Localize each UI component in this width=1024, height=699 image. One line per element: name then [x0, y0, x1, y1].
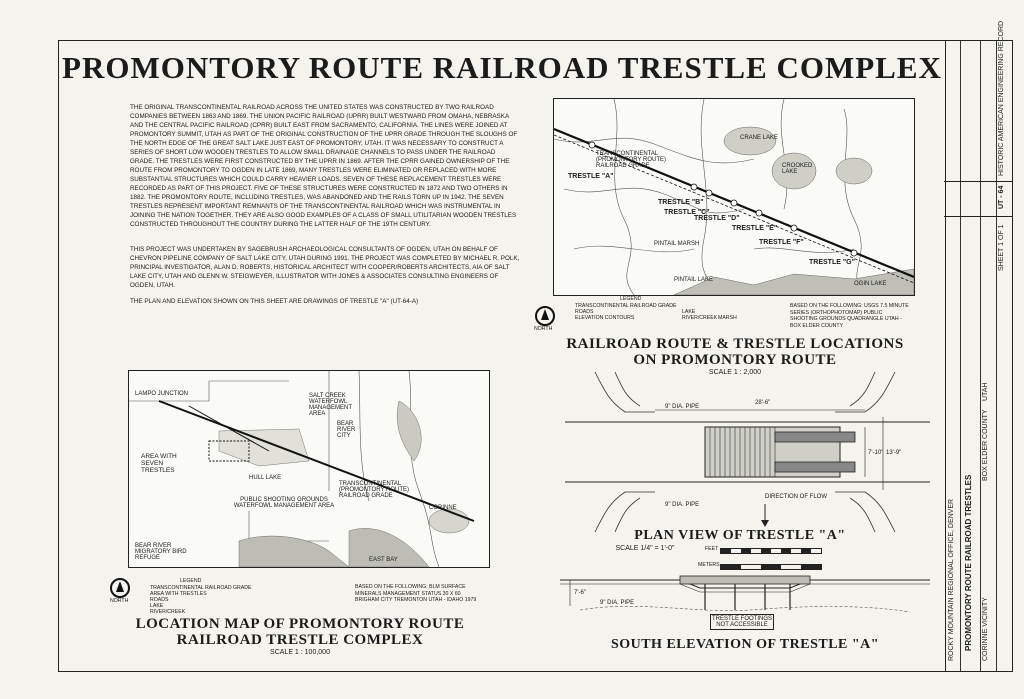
- trestle-deck: [680, 576, 810, 584]
- elevation-pipe-label: 9" DIA. PIPE: [600, 600, 635, 606]
- drawing-note: THE PLAN AND ELEVATION SHOWN ON THIS SHEET ARE DRAWINGS OF TRESTLE "A" (UT-64-A): [130, 298, 419, 305]
- trestle-area-label: AREA WITH SEVEN TRESTLES: [141, 453, 177, 474]
- location-legend-item: AREA WITH TRESTLES: [150, 591, 207, 597]
- salt-creek-label: SALT CREEK WATERFOWL MANAGEMENT AREA: [309, 393, 352, 417]
- trestle-marker: [589, 142, 595, 148]
- route-legend-item: ROADS: [575, 309, 594, 315]
- route-legend-item: RIVER/CREEK: [682, 315, 718, 321]
- plan-pipe-top: 9" DIA. PIPE: [665, 404, 700, 410]
- route-map-graphic: [554, 99, 914, 295]
- title-block: [944, 20, 1013, 672]
- plan-dim-right-2: 13'-9": [886, 450, 902, 456]
- title-block-divider: [980, 41, 981, 671]
- ogin-lake-label: OGIN LAKE: [854, 281, 887, 287]
- psg-label: PUBLIC SHOOTING GROUNDS WATERFOWL MANAGEMENT AREA: [233, 497, 335, 509]
- flow-arrow-head: [761, 520, 769, 527]
- plan-dim-right-1: 7'-10": [868, 450, 884, 456]
- trestle-b-label: TRESTLE "B": [658, 199, 704, 206]
- north-arrow-icon: [110, 578, 130, 598]
- trestle-a-label: TRESTLE "A": [568, 173, 614, 180]
- route-legend-item: MARSH: [718, 315, 737, 321]
- route-legend-item: TRANSCONTINENTAL RAILROAD GRADE: [575, 303, 677, 309]
- route-legend-title: LEGEND: [620, 296, 642, 302]
- trestle-e-label: TRESTLE "E": [732, 225, 778, 232]
- route-map-caption-1: RAILROAD ROUTE & TRESTLE LOCATIONS: [566, 336, 904, 352]
- title-block-divider: [996, 41, 997, 671]
- location-grade-label: TRANSCONTINENTAL (PROMONTORY ROUTE) RAILROAD GRADE: [339, 481, 410, 499]
- flow-label: DIRECTION OF FLOW: [765, 494, 827, 500]
- south-elevation-drawing: [560, 570, 930, 630]
- location-legend-item: TRANSCONTINENTAL RAILROAD GRADE: [150, 585, 252, 591]
- footing-note: TRESTLE FOOTINGS NOT ACCESSIBLE: [712, 616, 773, 628]
- trestle-g-label: TRESTLE "G": [809, 259, 855, 266]
- route-legend-item: ELEVATION CONTOURS: [575, 315, 635, 321]
- route-source-note: BASED ON THE FOLLOWING: USGS 7.5 MINUTE SERIES (ORTHOPHOTOMAP) PUBLIC SHOOTING GROUNDS QUADRANGLE UTAH - BOX ELDER COUNTY: [790, 303, 909, 329]
- south-elevation-caption: SOUTH ELEVATION OF TRESTLE "A": [610, 637, 880, 652]
- scale-bar-feet: [720, 548, 822, 554]
- location-legend-item: LAKE: [150, 603, 164, 609]
- history-paragraph: THE ORIGINAL TRANSCONTINENTAL RAILROAD ACROSS THE UNITED STATES WAS CONSTRUCTED BY TWO RAILROAD COMPANIES BETWEEN 1863 AND 1869. THE UNION PACIFIC RAILROAD (UPRR) BUILT WESTWARD FROM OMAHA, NEBRASKA AND THE CENTRAL PACIFIC RAILROAD (CPRR) BUILT EAST FROM SACRAMENTO, CALIFORNIA. THE LINES WERE JOINED AT PROMONTORY SUMMIT, UTAH AS PART OF THE ORIGINAL CONSTRUCTION OF THE UPRR GRADE THROUGH THE SLOUGHS OF THE NORTH EDGE OF THE GREAT SALT LAKE JUST EAST OF PROMONTORY, UTAH. IT WAS NECESSARY TO CONSTRUCT A SERIES OF SHORT LOW WOODEN TRESTLES TO ALLOW SMALL DRAINAGE CHANNELS TO PASS UNDER THE RAILROAD GRADE. THE TRESTLES WERE FIRST CONSTRUCTED BY THE UPRR IN 1869. AFTER THE CPRR GAINED OWNERSHIP OF THE ROUTE FROM PROMONTORY TO OGDEN IN LATE 1869, MANY TRESTLES WERE ELIMINATED OR REPLACED WITH MORE SUBSTANTIAL STRUCTURES WHICH COULD CARRY HEAVIER LOADS. SEVEN OF THESE REPLACEMENT TRESTLES WERE RECORDED AS PART OF THIS PROJECT. FIVE OF THESE STRUCTURES WERE CONSTRUCTED IN 1872 AND TWO OTHERS IN 1882. THE PROMONTORY ROUTE, INCLUDING TRESTLES, WAS ABANDONED AND THE RAILS TORN UP IN 1942. THE SEVEN TRESTLES REPRESENT IMPORTANT REMNANTS OF THE TRANSCONTINENTAL RAILROAD WHICH WAS INSTRUMENTAL IN JOINING THE NATION TOGETHER. THEY ARE ALSO GOOD EXAMPLES OF A CLASS OF SMALL UTILITARIAN WOODEN TRESTLES CONSTRUCTED THROUGHOUT THE COUNTRY DURING THE LATTER HALF OF THE 19TH CENTURY.: [130, 104, 518, 228]
- county-text: BOX ELDER COUNTY: [982, 409, 989, 481]
- location-map-caption-2: RAILROAD TRESTLE COMPLEX: [176, 632, 424, 648]
- route-map: [553, 98, 915, 296]
- trestle-marker: [706, 190, 712, 196]
- survey-text: HISTORIC AMERICAN ENGINEERING RECORD: [998, 20, 1005, 176]
- location-map-scale: SCALE 1 : 100,000: [270, 649, 330, 656]
- plan-pipe-bottom: 9" DIA. PIPE: [665, 502, 700, 508]
- crooked-lake-label: CROOKED LAKE: [782, 163, 813, 175]
- location-legend-item: RIVER/CREEK: [150, 609, 186, 615]
- route-legend-item: LAKE: [682, 309, 696, 315]
- trestle-marker: [791, 225, 797, 231]
- trestle-f-label: TRESTLE "F": [759, 239, 804, 246]
- survey-number: UT - 64: [998, 185, 1005, 209]
- hull-lake-label: HULL LAKE: [249, 475, 282, 481]
- scale-meters-label: METERS: [698, 562, 720, 568]
- credits-paragraph: THIS PROJECT WAS UNDERTAKEN BY SAGEBRUSH ARCHAEOLOGICAL CONSULTANTS OF OGDEN, UTAH ON BEHALF OF CHEVRON PIPELINE COMPANY OF SALT LAKE CITY, UTAH DURING 1991. THE PROJECT WAS COMPLETED BY MICHAEL R. POLK, PRINCIPAL INVESTIGATOR, ALAN D. ROBERTS, HISTORICAL ARCHITECT WITH COOPER/ROBERTS ARCHITECTS, AIA OF SALT LAKE CITY, UTAH AND GLENN W. STEIGWEYER, ILLUSTRATOR WITH JONES & ASSOCIATES CONSULTING ENGINEERS OF OGDEN, UTAH.: [130, 246, 520, 289]
- title-block-rule: [944, 216, 1012, 217]
- east-bay-label: EAST BAY: [369, 557, 398, 563]
- lake-shape: [724, 127, 779, 155]
- corinne-label: CORINNE: [429, 505, 457, 511]
- title-block-rule: [944, 181, 1012, 182]
- location-legend-item: ROADS: [150, 597, 169, 603]
- location-map: [128, 370, 490, 568]
- trestle-c-label: TRESTLE "C": [664, 209, 710, 216]
- trestle-d-label: TRESTLE "D": [694, 215, 740, 222]
- grade-label: TRANSCONTINENTAL (PROMONTORY ROUTE) RAILROAD GRADE: [596, 151, 667, 169]
- state-text: UTAH: [982, 382, 989, 401]
- bear-river-refuge-label: BEAR RIVER MIGRATORY BIRD REFUGE: [135, 543, 187, 561]
- route-map-caption-2: ON PROMONTORY ROUTE: [633, 352, 837, 368]
- north-arrow-icon: [535, 306, 555, 326]
- location-legend-title: LEGEND: [180, 578, 202, 584]
- page-title: PROMONTORY ROUTE RAILROAD TRESTLE COMPLEX: [62, 50, 942, 85]
- plan-view-scale: SCALE 1/4" = 1'-0": [615, 545, 675, 552]
- lampo-junction-label: LAMPO JUNCTION: [135, 391, 189, 397]
- title-block-divider: [960, 41, 961, 671]
- elevation-dim-label: 7'-6": [574, 590, 586, 596]
- pintail-lake-label: PINTAIL LAKE: [674, 277, 714, 283]
- location-text: CORINNE VICINITY: [982, 597, 989, 661]
- trestle-marker: [756, 210, 762, 216]
- trestle-marker: [691, 184, 697, 190]
- scale-feet-label: FEET: [705, 546, 719, 552]
- bear-river-city-label: BEAR RIVER CITY: [337, 421, 356, 439]
- trestle-marker: [851, 250, 857, 256]
- office-text: ROCKY MOUNTAIN REGIONAL OFFICE, DENVER: [948, 498, 955, 661]
- plan-view-caption: PLAN VIEW OF TRESTLE "A": [634, 528, 846, 543]
- crane-lake-label: CRANE LAKE: [740, 135, 779, 141]
- location-source-note: BASED ON THE FOLLOWING: BLM SURFACE MINERALS MANAGEMENT STATUS 30 X 60 BRIGHAM CITY TREMONTON UTAH - IDAHO 1979: [355, 584, 477, 603]
- sheet-number: SHEET 1 OF 1: [998, 224, 1005, 271]
- location-north-label: NORTH: [110, 598, 129, 604]
- trestle-marker: [731, 200, 737, 206]
- route-north-label: NORTH: [534, 326, 553, 332]
- plan-dim-top: 28'-6": [755, 400, 771, 406]
- location-map-caption-1: LOCATION MAP OF PROMONTORY ROUTE: [135, 616, 465, 632]
- route-map-scale: SCALE 1 : 2,000: [708, 369, 762, 376]
- project-name: PROMONTORY ROUTE RAILROAD TRESTLES: [964, 474, 973, 651]
- pintail-marsh-label: PINTAIL MARSH: [654, 241, 700, 247]
- plan-view-drawing: [565, 372, 930, 532]
